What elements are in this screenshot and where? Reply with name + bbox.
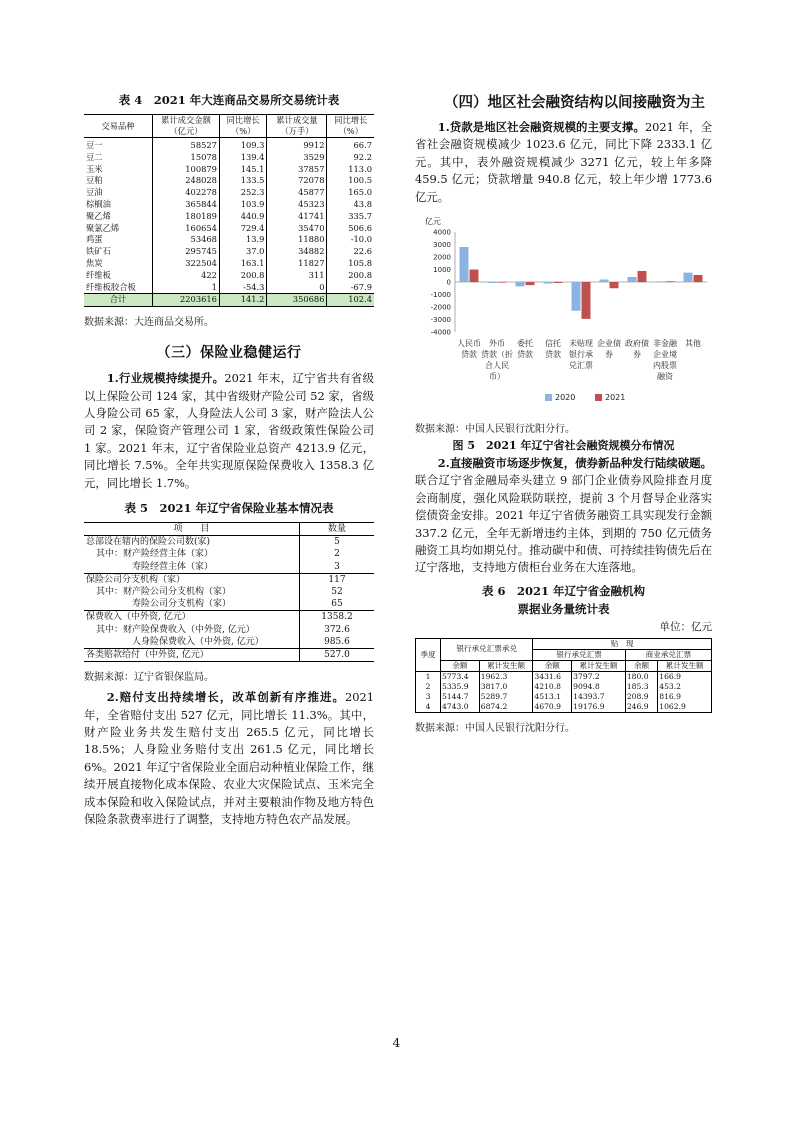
table-cell: 985.6 — [324, 636, 350, 647]
y-tick-label: -3000 — [430, 316, 451, 325]
table-cell: 4 — [416, 702, 441, 713]
table6-bank-header: 银行承兑汇票 — [533, 649, 625, 660]
x-category-label: 券 — [633, 350, 641, 360]
legend-label: 2020 — [555, 393, 576, 403]
y-tick-label: -2000 — [430, 303, 451, 312]
table4-header: 同比增长（%） — [219, 115, 267, 138]
table6-source: 数据来源：中国人民银行沈阳分行。 — [415, 722, 575, 734]
table-cell: 5289.7 — [479, 692, 533, 702]
x-category-label: 兑汇票 — [569, 361, 593, 371]
table6-bal-header: 余额 — [441, 660, 480, 671]
table-cell: 66.7 — [327, 138, 374, 152]
table-cell: 109.3 — [219, 138, 267, 152]
table-cell: 6874.2 — [479, 702, 533, 713]
table-row — [84, 258, 374, 270]
table-cell: 豆油 — [86, 187, 103, 198]
table5-caption: 表 5 2021 年辽宁省保险业基本情况表 — [124, 501, 334, 515]
table-cell: 9912 — [267, 138, 327, 152]
table-cell: 180.0 — [625, 671, 657, 682]
table-cell: 15078 — [153, 152, 220, 164]
table-cell: 纤维板胶合板 — [86, 281, 136, 292]
table4-source: 数据来源：大连商品交易所。 — [84, 317, 214, 329]
x-category-label: 企业债 — [597, 339, 621, 349]
table-cell: 其中：财产险保费收入（中外资, 亿元） — [84, 624, 300, 636]
table-row — [84, 270, 374, 282]
table-cell: 252.3 — [219, 187, 267, 199]
table-cell: 保险公司分支机构（家） — [84, 573, 300, 586]
table-cell: 52 — [331, 587, 343, 598]
table-cell: 豆一 — [86, 140, 103, 150]
table5-source: 数据来源：辽宁省银保监局。 — [84, 672, 214, 684]
right-column — [415, 92, 712, 734]
table-cell: 165.0 — [327, 187, 374, 199]
y-axis-label: 亿元 — [425, 217, 441, 227]
table-cell: 其中：财产险公司分支机构（家） — [84, 586, 300, 598]
table-cell: 寿险公司分支机构（家） — [84, 598, 300, 611]
table-cell: 185.3 — [625, 682, 657, 692]
table-cell: 100879 — [153, 164, 220, 176]
table-cell: -10.0 — [327, 234, 374, 246]
x-category-label: 币） — [489, 372, 505, 382]
table-row — [84, 598, 374, 611]
table-cell: 1062.9 — [658, 702, 712, 713]
table5 — [84, 522, 374, 662]
table4 — [84, 114, 374, 307]
bar-2020 — [684, 273, 693, 282]
table-row — [84, 234, 374, 246]
x-category-label: 贷款 — [461, 350, 477, 360]
table6-caption-line1: 表 6 2021 年辽宁省金融机构 — [481, 583, 645, 598]
financing-chart — [415, 212, 712, 412]
table6-header-row — [416, 638, 712, 649]
table-cell: 19176.9 — [572, 702, 626, 713]
x-category-label: 外币 — [489, 339, 505, 349]
table-cell: 2203616 — [153, 294, 220, 307]
table-cell: 4513.1 — [533, 692, 572, 702]
table-cell: 5144.7 — [441, 692, 480, 702]
bar-2021 — [470, 270, 479, 283]
table-cell: 13.9 — [219, 234, 267, 246]
table-cell: 合计 — [84, 294, 153, 307]
table-cell: -67.9 — [327, 282, 374, 294]
table-cell: 43.8 — [327, 199, 374, 211]
bar-2021 — [526, 282, 535, 285]
table-cell: 3431.6 — [533, 671, 572, 682]
x-category-label: 未贴现 — [569, 339, 593, 349]
bar-2020 — [656, 281, 665, 282]
bar-2020 — [516, 282, 525, 286]
table-cell: 246.9 — [625, 702, 657, 713]
table-cell: -54.3 — [219, 282, 267, 294]
table-cell: 200.8 — [219, 270, 267, 282]
table5-header: 数量 — [300, 523, 375, 536]
bar-2021 — [610, 282, 619, 288]
table-row — [84, 175, 374, 187]
x-category-label: 人民币 — [457, 339, 481, 349]
table-row — [416, 682, 712, 692]
table-row — [84, 211, 374, 223]
table6-bal-header: 余额 — [533, 660, 572, 671]
table6-unit: 单位：亿元 — [659, 620, 712, 633]
table4-header: 累计成交量（万手） — [267, 115, 327, 138]
table-row — [84, 586, 374, 598]
table4-header-row — [84, 115, 374, 138]
legend-swatch-2021 — [595, 394, 602, 401]
table-row — [84, 573, 374, 586]
table-cell: 各类赔款给付（中外资, 亿元） — [84, 649, 300, 662]
table-cell: 3 — [334, 561, 340, 572]
bar-2021 — [666, 281, 675, 282]
table-cell: 22.6 — [327, 246, 374, 258]
chart-source: 数据来源：中国人民银行沈阳分行。 — [415, 424, 575, 436]
x-category-label: 贷款（折 — [481, 350, 513, 360]
table-total-row — [84, 294, 374, 307]
table-cell: 35470 — [267, 223, 327, 235]
table-row — [84, 152, 374, 164]
bar-2021 — [694, 275, 703, 282]
table-cell: 0 — [267, 282, 327, 294]
table-cell: 72078 — [267, 175, 327, 187]
table-cell: 11880 — [267, 234, 327, 246]
table-row — [84, 611, 374, 624]
table4-header: 累计成交金额（亿元） — [153, 115, 220, 138]
table-row — [416, 692, 712, 702]
table-cell: 5 — [334, 537, 340, 548]
table-cell: 117 — [300, 573, 375, 586]
paragraph-lead: 1.行业规模持续提升。 — [106, 371, 225, 386]
bar-2020 — [488, 282, 497, 283]
table6-acc-header: 累计发生额 — [572, 660, 626, 671]
y-tick-label: -1000 — [430, 291, 451, 300]
table-cell: 166.9 — [658, 671, 712, 682]
table-cell: 5773.4 — [441, 671, 480, 682]
table-cell: 3797.2 — [572, 671, 626, 682]
table-row — [84, 624, 374, 636]
section4-paragraph-2 — [415, 455, 712, 577]
table-cell: 160654 — [153, 223, 220, 235]
table-cell: 寿险经营主体（家） — [84, 561, 300, 574]
table-cell: 铁矿石 — [86, 246, 111, 257]
table-cell: 372.6 — [324, 624, 350, 635]
table5-header-row — [84, 523, 374, 536]
y-tick-label: 0 — [446, 278, 451, 287]
table-row — [84, 548, 374, 560]
table4-header: 同比增长（%） — [327, 115, 374, 138]
table-cell: 440.9 — [219, 211, 267, 223]
table-cell: 2 — [416, 682, 441, 692]
table-cell: 335.7 — [327, 211, 374, 223]
table-row — [84, 561, 374, 574]
table-cell: 506.6 — [327, 223, 374, 235]
table-row — [416, 702, 712, 713]
x-category-label: 贷款 — [517, 350, 533, 360]
x-category-label: 其他 — [685, 339, 701, 349]
paragraph-text: 2021 年末，辽宁省共有省级以上保险公司 124 家，其中省级财产险公司 52 家，省级人身险公司 65 家，人身险法人公司 3 家，财产险法人公司 2 家，保险资产管理公司 1 家，省级政策性保险公司 1 家。2021 年末，辽宁省保险业总资产 4213.9 亿元，同比增长 7.5%。全年共实现原保险保费收入 1358.3 亿元，同比增长 1.7%。 — [84, 371, 374, 490]
table-cell: 5335.9 — [441, 682, 480, 692]
legend-label: 2021 — [605, 393, 626, 403]
table6-caption-line2: 票据业务量统计表 — [517, 601, 610, 616]
table-cell: 4743.0 — [441, 702, 480, 713]
table-row — [84, 164, 374, 176]
table-cell: 100.5 — [327, 175, 374, 187]
table6-acc-header: 累计发生额 — [479, 660, 533, 671]
chart-svg — [415, 212, 712, 412]
table-cell: 鸡蛋 — [86, 234, 103, 245]
table-row — [84, 187, 374, 199]
table-cell: 人身险保费收入（中外资, 亿元） — [84, 636, 300, 649]
table-cell: 163.1 — [219, 258, 267, 270]
table4-header: 交易品种 — [84, 115, 153, 138]
bar-2021 — [498, 282, 507, 283]
paragraph-text: 联合辽宁省金融局牵头建立 9 部门企业债券风险排查月度会商制度，强化风险联防联控，提前 3 个月督导企业落实偿债资金安排。2021 年辽宁省债务融资工具实现发行金额 337.2 亿元，全年无新增违约主体，到期的 750 亿元债务融资工具均如期兑付。推动碳中和债、可持续挂钩债先后在辽宁落地，支持地方债柜台业务在大连落地。 — [415, 473, 712, 575]
table-cell: 105.8 — [327, 258, 374, 270]
table-cell: 45323 — [267, 199, 327, 211]
table-cell: 1358.2 — [300, 611, 375, 624]
table-row — [84, 223, 374, 235]
table-cell: 200.8 — [327, 270, 374, 282]
table-cell: 聚乙烯 — [86, 210, 111, 221]
table-cell: 53468 — [153, 234, 220, 246]
table-cell: 145.1 — [219, 164, 267, 176]
table-cell: 102.4 — [327, 294, 374, 307]
table-cell: 208.9 — [625, 692, 657, 702]
section4-title: （四）地区社会融资结构以间接融资为主 — [444, 94, 705, 111]
table-cell: 103.9 — [219, 199, 267, 211]
table-cell: 248028 — [153, 175, 220, 187]
table-cell: 422 — [153, 270, 220, 282]
bar-2020 — [460, 247, 469, 282]
table-row — [84, 536, 374, 549]
table-cell: 139.4 — [219, 152, 267, 164]
x-category-label: 融资 — [657, 372, 673, 382]
bar-2021 — [554, 282, 563, 283]
x-category-label: 贷款 — [545, 350, 561, 360]
table-cell: 保费收入（中外资, 亿元） — [84, 611, 300, 624]
table6-discount-header: 贴 现 — [533, 638, 712, 649]
table-cell: 总部设在辖内的保险公司数(家) — [84, 536, 300, 549]
table-cell: 其中：财产险经营主体（家） — [84, 548, 300, 560]
table4-caption: 表 4 2021 年大连商品交易所交易统计表 — [118, 93, 340, 107]
table-cell: 453.2 — [658, 682, 712, 692]
y-tick-label: 1000 — [433, 266, 451, 275]
table-cell: 311 — [267, 270, 327, 282]
table-cell: 玉米 — [86, 163, 103, 174]
table-cell: 焦炭 — [86, 257, 103, 268]
bar-2021 — [582, 282, 591, 319]
x-category-label: 银行承 — [569, 350, 593, 360]
bar-2020 — [628, 277, 637, 282]
table-cell: 45877 — [267, 187, 327, 199]
table-cell: 14393.7 — [572, 692, 626, 702]
table-cell: 3529 — [267, 152, 327, 164]
bar-2020 — [544, 282, 553, 284]
table-cell: 141.2 — [219, 294, 267, 307]
table-row — [84, 199, 374, 211]
table-cell: 4670.9 — [533, 702, 572, 713]
y-tick-label: 2000 — [433, 253, 451, 262]
section3-paragraph-1 — [84, 370, 374, 492]
table6-acc-header: 累计发生额 — [658, 660, 712, 671]
section3-paragraph-2 — [84, 689, 374, 828]
table-cell: 3 — [416, 692, 441, 702]
table-cell: 9094.8 — [572, 682, 626, 692]
table-cell: 1 — [416, 671, 441, 682]
bar-2020 — [600, 280, 609, 283]
bar-2021 — [638, 271, 647, 282]
table-cell: 纤维板 — [86, 269, 111, 280]
x-category-label: 信托 — [545, 339, 561, 349]
section3-title: （三）保险业稳健运行 — [156, 345, 302, 362]
table-cell: 527.0 — [300, 649, 375, 662]
paragraph-lead: 2.直接融资市场逐步恢复，债券新品种发行陆续破题。 — [437, 456, 712, 471]
table6-season-header: 季度 — [416, 638, 441, 671]
table-cell: 729.4 — [219, 223, 267, 235]
y-tick-label: 4000 — [433, 228, 451, 237]
table-cell: 350686 — [267, 294, 327, 307]
table-cell: 58527 — [153, 138, 220, 152]
table-cell: 34882 — [267, 246, 327, 258]
table6 — [415, 638, 712, 713]
table5-header: 项 目 — [84, 523, 300, 536]
y-tick-label: -4000 — [430, 328, 451, 337]
table-cell: 65 — [331, 599, 343, 610]
table6-bal-header: 余额 — [625, 660, 657, 671]
y-tick-label: 3000 — [433, 241, 451, 250]
table-row — [84, 138, 374, 152]
table-cell: 豆粕 — [86, 175, 103, 186]
table-cell: 402278 — [153, 187, 220, 199]
table-cell: 聚氯乙烯 — [86, 222, 120, 233]
table-row — [84, 246, 374, 258]
table-row — [84, 649, 374, 662]
figure-caption: 图 5 2021 年辽宁省社会融资规模分布情况 — [452, 439, 675, 453]
table-row — [84, 282, 374, 294]
x-category-label: 合人民 — [485, 361, 509, 371]
paragraph-text: 2021 年，全省社会融资规模减少 1023.6 亿元，同比下降 2333.1 亿元。其中，表外融资规模减少 3271 亿元，较上年多降 459.5 亿元；贷款增量 940.8 亿元，较上年少增 1773.6 亿元。 — [415, 120, 712, 204]
table-row — [416, 671, 712, 682]
table-cell: 11827 — [267, 258, 327, 270]
table-cell: 322504 — [153, 258, 220, 270]
x-category-label: 委托 — [517, 339, 533, 349]
table-cell: 365844 — [153, 199, 220, 211]
x-category-label: 政府债 — [625, 339, 649, 349]
x-category-label: 内股票 — [653, 361, 677, 371]
x-category-label: 非金融 — [653, 339, 677, 349]
paragraph-lead: 2.赔付支出持续增长，改革创新有序推进。 — [106, 690, 345, 705]
table-cell: 92.2 — [327, 152, 374, 164]
table-cell: 1 — [153, 282, 220, 294]
table-cell: 3817.0 — [479, 682, 533, 692]
table-row — [84, 636, 374, 649]
table-cell: 816.9 — [658, 692, 712, 702]
table-cell: 2 — [334, 549, 340, 560]
x-category-label: 券 — [605, 350, 613, 360]
table-cell: 豆二 — [86, 151, 103, 162]
legend-swatch-2020 — [545, 394, 552, 401]
table-cell: 棕榈油 — [86, 198, 111, 209]
table-cell: 4210.8 — [533, 682, 572, 692]
table-cell: 180189 — [153, 211, 220, 223]
table-cell: 295745 — [153, 246, 220, 258]
page-number: 4 — [392, 1036, 401, 1050]
table6-comm-header: 商业承兑汇票 — [625, 649, 711, 660]
paragraph-text: 2021 年，全省赔付支出 527 亿元，同比增长 11.3%。其中，财产险业务共发生赔付支出 265.5 亿元，同比增长 18.5%；人身险业务赔付支出 261.5 亿元，同比增长 6%。2021 年辽宁省保险业全面启动种植业保险工作，继续开展直接物化成本保险、农业大灾保险试点、玉米完全成本保险和收入保险试点，并对主要粮油作物及地方特色保险条款费率进行了调整，支持地方特色农产品发展。 — [84, 690, 374, 827]
bar-2020 — [572, 282, 581, 311]
section4-paragraph-1 — [415, 119, 712, 206]
table-cell: 37857 — [267, 164, 327, 176]
x-category-label: 企业境 — [653, 350, 677, 360]
table-cell: 1962.3 — [479, 671, 533, 682]
table-cell: 37.0 — [219, 246, 267, 258]
table-cell: 113.0 — [327, 164, 374, 176]
table-cell: 41741 — [267, 211, 327, 223]
paragraph-lead: 1.贷款是地区社会融资规模的主要支撑。 — [437, 120, 645, 134]
table6-accept-header: 银行承兑汇票承兑 — [441, 638, 533, 660]
left-column — [84, 92, 374, 828]
table6-header-row — [416, 660, 712, 671]
table-cell: 133.5 — [219, 175, 267, 187]
